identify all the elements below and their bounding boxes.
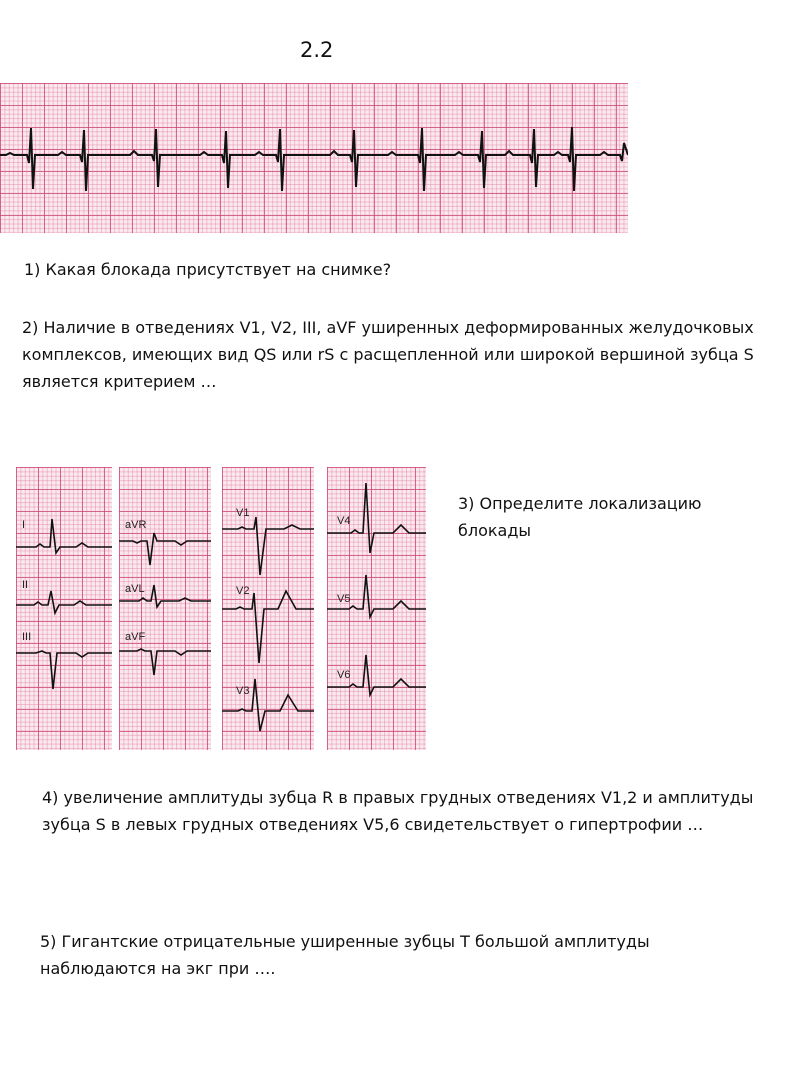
lead-label: V3	[236, 685, 250, 697]
page-title: 2.2	[300, 38, 334, 62]
question-2: 2) Наличие в отведениях V1, V2, III, aVF уширенных деформированных желудочковых комплексов, имеющих вид QS или rS с расщепленной или широкой вершиной зубца S является критерием …	[22, 318, 754, 391]
lead-label: aVF	[125, 631, 146, 643]
lead-label: V4	[337, 515, 351, 527]
lead-label: V1	[236, 507, 250, 519]
lead-label: aVL	[125, 583, 145, 595]
question-4: 4) увеличение амплитуды зубца R в правых грудных отведениях V1,2 и амплитуды зубца S в левых грудных отведениях V5,6 свидетельствует о гипертрофии …	[42, 788, 754, 834]
ecg-panel-limb-leads	[16, 467, 112, 750]
ecg-panel-precordial-v4-v6	[327, 467, 426, 750]
question-3: 3) Определите локализацию блокады	[458, 494, 702, 540]
lead-label: aVR	[125, 519, 147, 531]
question-5: 5) Гигантские отрицательные уширенные зубцы Т большой амплитуды наблюдаются на экг при ….	[40, 932, 650, 978]
ecg-panel-precordial-v1-v3	[222, 467, 314, 750]
lead-label: V5	[337, 593, 351, 605]
lead-label: V2	[236, 585, 250, 597]
ecg-rhythm-strip	[0, 83, 628, 233]
lead-label: II	[22, 579, 29, 591]
lead-label: III	[22, 631, 32, 643]
ecg-panel-augmented-leads	[119, 467, 211, 750]
lead-label: V6	[337, 669, 351, 681]
question-1: 1) Какая блокада присутствует на снимке?	[24, 260, 392, 279]
lead-label: I	[22, 519, 26, 531]
ecg-strip-trace	[0, 83, 628, 233]
